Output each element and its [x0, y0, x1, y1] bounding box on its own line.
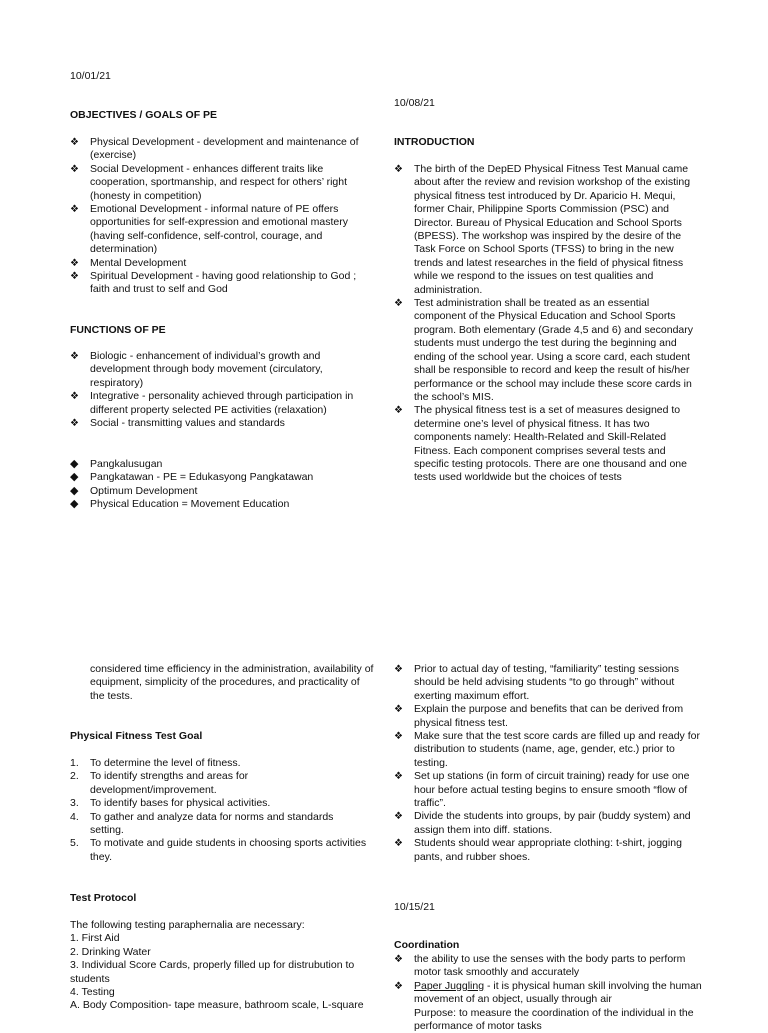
- functions-heading: FUNCTIONS OF PE: [70, 324, 166, 336]
- bullet-icon: ❖: [70, 271, 79, 283]
- list-item: 3. Individual Score Cards, properly filled up for distrubution to students: [70, 959, 355, 985]
- list-item: 3. To identify bases for physical activities.: [70, 797, 271, 810]
- functions-list: [70, 350, 375, 430]
- protocol-intro: The following testing paraphernalia are necessary:: [70, 919, 305, 931]
- bullet-icon: ❖: [70, 204, 79, 216]
- list-item: 1. To determine the level of fitness.: [70, 757, 241, 769]
- bullet-icon: ❖: [394, 405, 403, 417]
- list-item: ❖ Set up stations (in form of circuit training) ready for use one hour before actual testing begins to ensure smooth “flow of traffic”.: [394, 770, 690, 810]
- diamond-icon: ◆: [70, 484, 79, 497]
- list-item: ❖ Paper Juggling - it is physical human skill involving the human movement of an object, usually through air Purpose: to measure the coordination of the individual in the performance of motor tasks: [394, 979, 702, 1033]
- bullet-icon: ❖: [70, 391, 79, 403]
- date-label: 10/15/21: [394, 901, 435, 913]
- list-item: 2. To identify strengths and areas for development/improvement.: [70, 770, 249, 796]
- list-item: ❖ Biologic - enhancement of individual’s growth and development through body movement (circulatory, respiratory): [70, 350, 323, 389]
- bullet-icon: ❖: [70, 163, 79, 175]
- preparation-list: [394, 663, 702, 864]
- bullet-icon: ❖: [394, 771, 403, 783]
- list-item: ❖ The physical fitness test is a set of measures designed to determine one’s level of physical fitness. It has two components namely: Health-Related and Skill-Related Fitness. Each component comprises several tests and specific testing protocols. There are one thousand and one tests used worldwide but the choices of tests: [394, 404, 687, 484]
- introduction-heading: INTRODUCTION: [394, 136, 475, 148]
- list-item: 4. To gather and analyze data for norms and standards setting.: [70, 810, 334, 837]
- date-label: 10/08/21: [394, 97, 435, 109]
- coordination-list: [394, 953, 702, 1033]
- goals-list: [70, 757, 370, 864]
- list-item: ❖ Emotional Development - informal nature of PE offers opportunities for self-expression and emotional mastery (having self-confidence, self-control, courage, and determination): [70, 203, 348, 256]
- bullet-icon: ❖: [70, 351, 79, 362]
- bullet-icon: ❖: [394, 664, 403, 675]
- list-item: ❖ Integrative - personality achieved through participation in different property selected PE activities (relaxation): [70, 390, 354, 416]
- bullet-icon: ❖: [394, 980, 403, 992]
- list-item: A. Body Composition- tape measure, bathroom scale, L-square: [70, 999, 364, 1012]
- list-item: ❖ Prior to actual day of testing, “familiarity” testing sessions should be held advising students “to go through” without exerting maximum effort.: [394, 663, 679, 702]
- list-item: ❖ Students should wear appropriate clothing: t-shirt, jogging pants, and rubber shoes.: [394, 837, 682, 863]
- list-item: ❖ Explain the purpose and benefits that can be derived from physical fitness test.: [394, 703, 684, 729]
- continuation-paragraph: considered time efficiency in the administration, availability of equipment, simplicity of the procedures, and practicality of the tests.: [90, 663, 374, 702]
- list-item: ❖ Divide the students into groups, by pair (buddy system) and assign them into diff. stations.: [394, 810, 691, 836]
- bullet-icon: ❖: [394, 838, 403, 850]
- coordination-heading: Coordination: [394, 939, 460, 951]
- test-goal-heading: Physical Fitness Test Goal: [70, 730, 203, 742]
- list-item: ❖ Make sure that the test score cards are filled up and ready for distribution to students (name, age, gender, etc.) prior to testing.: [394, 730, 700, 769]
- bullet-icon: ❖: [394, 954, 403, 965]
- list-item: ◆ Physical Education = Movement Education: [70, 498, 290, 511]
- list-item: ❖ The birth of the DepED Physical Fitness Test Manual came about after the review and revision workshop of the existing physical fitness test introduced by Dr. Aparicio H. Mequi, former Chair, Philippine Sports Commission (PSC) and Director. Bureau of Physical Education and School Sports (BPESS). The workshop was inspired by the desire of the Task Force on School Sports (TFSS) to bring in the new trends and latest researches in the field of physical fitness while we respond to the issues on test qualities and administration.: [394, 163, 691, 296]
- terms-list: [70, 458, 375, 512]
- bullet-icon: ❖: [70, 418, 79, 430]
- list-item: ❖ the ability to use the senses with the body parts to perform motor task smoothly and accurately: [394, 953, 686, 979]
- list-item: 1. First Aid: [70, 932, 120, 945]
- list-item: 4. Testing: [70, 986, 115, 999]
- list-item: ❖ Social - transmitting values and standards: [70, 417, 285, 430]
- list-item: ◆ Pangkalusugan: [70, 458, 163, 470]
- bullet-icon: ❖: [70, 137, 79, 148]
- test-protocol-heading: Test Protocol: [70, 892, 137, 904]
- list-item: ❖ Spiritual Development - having good relationship to God ; faith and trust to self and God: [70, 270, 357, 296]
- bullet-icon: ❖: [70, 257, 79, 269]
- paper-juggling-term: Paper Juggling: [414, 979, 485, 992]
- coordination-purpose: Purpose: to measure the coordination of the individual in the performance of motor tasks: [414, 1006, 694, 1033]
- diamond-icon: ◆: [70, 498, 79, 511]
- objectives-heading: OBJECTIVES / GOALS OF PE: [70, 109, 218, 121]
- list-item: ❖ Mental Development: [70, 256, 187, 269]
- bullet-icon: ❖: [394, 731, 403, 743]
- bullet-icon: ❖: [394, 164, 403, 175]
- diamond-icon: ◆: [70, 471, 79, 484]
- bullet-icon: ❖: [394, 704, 403, 716]
- date-label: 10/01/21: [70, 70, 111, 82]
- protocol-list: [70, 919, 380, 1013]
- list-item: ❖ Social Development - enhances different traits like cooperation, sportmanship, and respect for others’ right (honesty in competition): [70, 162, 347, 202]
- list-item: 2. Drinking Water: [70, 945, 151, 958]
- bullet-icon: ❖: [394, 298, 403, 310]
- list-item: ❖ Physical Development - development and maintenance of (exercise): [70, 136, 359, 162]
- list-item: ❖ Test administration shall be treated as an essential component of the Physical Education and School Sports program. Both elementary (Grade 4,5 and 6) and secondary students must undergo the test during the beginning and ending of the school year. Using a score card, each student shall be responsible to record and keep the result of his/her performance or the school may include these score cards in the school’s MIS.: [394, 297, 693, 403]
- list-item: 5. To motivate and guide students in choosing sports activities they.: [70, 837, 367, 863]
- bullet-icon: ❖: [394, 811, 403, 823]
- introduction-list: [394, 163, 702, 485]
- list-item: ◆ Pangkatawan - PE = Edukasyong Pangkatawan: [70, 471, 314, 484]
- list-item: ◆ Optimum Development: [70, 484, 198, 497]
- diamond-icon: ◆: [70, 458, 79, 470]
- objectives-list: [70, 136, 375, 297]
